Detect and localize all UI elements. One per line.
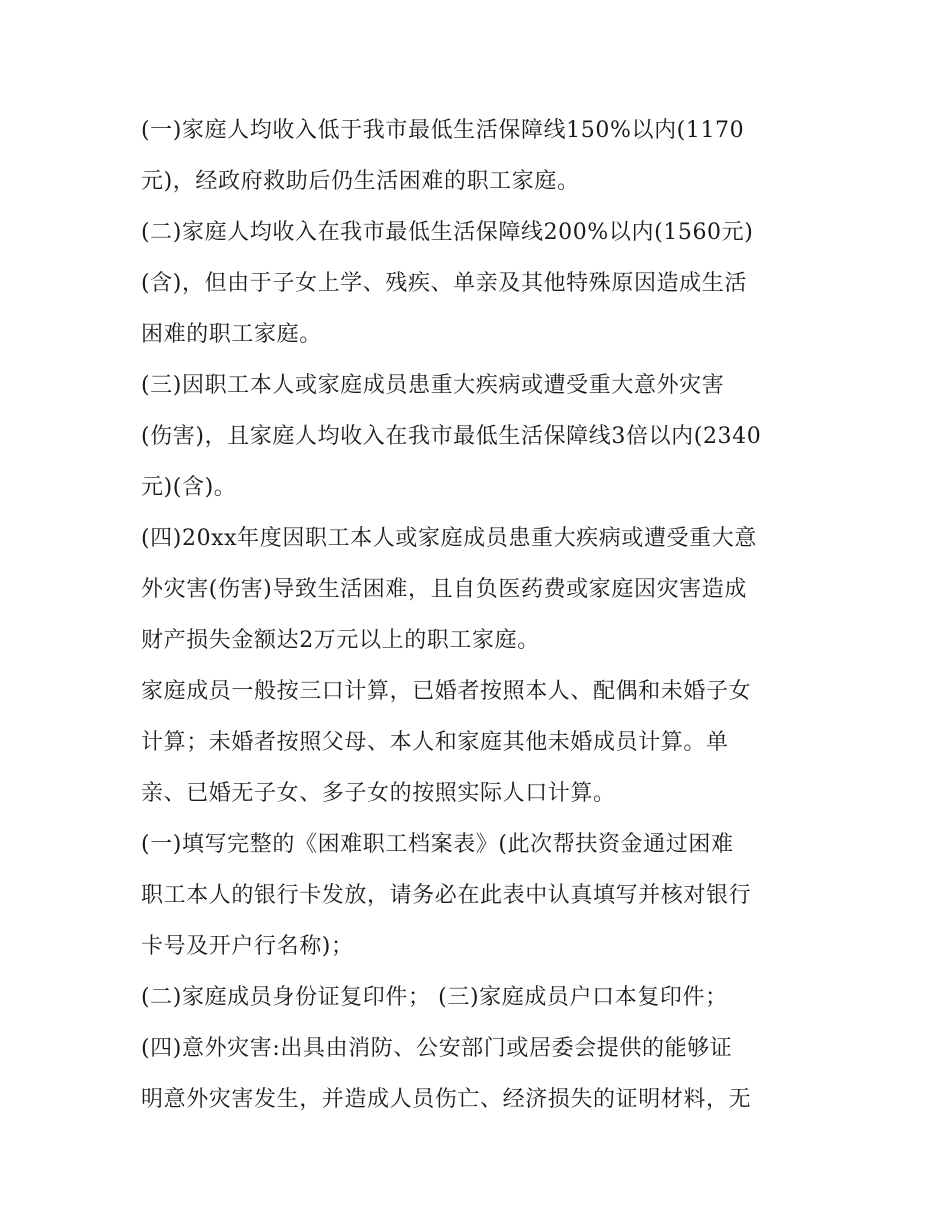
text-line: 困难的职工家庭。 [141,322,322,347]
text-line: 家庭成员一般按三口计算，已婚者按照本人、配偶和未婚子女 [141,679,752,704]
text-line: 外灾害(伤害)导致生活困难，且自负医药费或家庭因灾害造成 [141,577,747,602]
text-line: (四)20xx年度因职工本人或家庭成员患重大疾病或遭受重大意 [141,526,757,551]
text-line: (一)家庭人均收入低于我市最低生活保障线150%以内(1170 [141,118,745,143]
text-line: (二)家庭成员身份证复印件； (三)家庭成员户口本复印件； [141,985,728,1010]
text-line: 元)，经政府救助后仍生活困难的职工家庭。 [141,169,580,194]
text-line: 亲、已婚无子女、多子女的按照实际人口计算。 [141,781,616,806]
text-line: (四)意外灾害:出具由消防、公安部门或居委会提供的能够证 [141,1036,733,1061]
text-line: (含)，但由于子女上学、残疾、单亲及其他特殊原因造成生活 [141,271,747,296]
text-line: 元)(含)。 [141,475,237,500]
text-line: 计算；未婚者按照父母、本人和家庭其他未婚成员计算。单 [141,730,729,755]
text-line: 明意外灾害发生，并造成人员伤亡、经济损失的证明材料，无 [141,1087,752,1112]
document-body [141,105,816,1125]
text-line: (二)家庭人均收入在我市最低生活保障线200%以内(1560元) [141,220,754,245]
text-line: (伤害)，且家庭人均收入在我市最低生活保障线3倍以内(2340 [141,424,762,449]
text-line: (三)因职工本人或家庭成员患重大疾病或遭受重大意外灾害 [141,373,725,398]
text-line: 财产损失金额达2万元以上的职工家庭。 [141,628,540,653]
text-line: 卡号及开户行名称)； [141,934,354,959]
text-line: 职工本人的银行卡发放，请务必在此表中认真填写并核对银行 [141,883,752,908]
text-line: (一)填写完整的《困难职工档案表》(此次帮扶资金通过困难 [141,832,734,857]
